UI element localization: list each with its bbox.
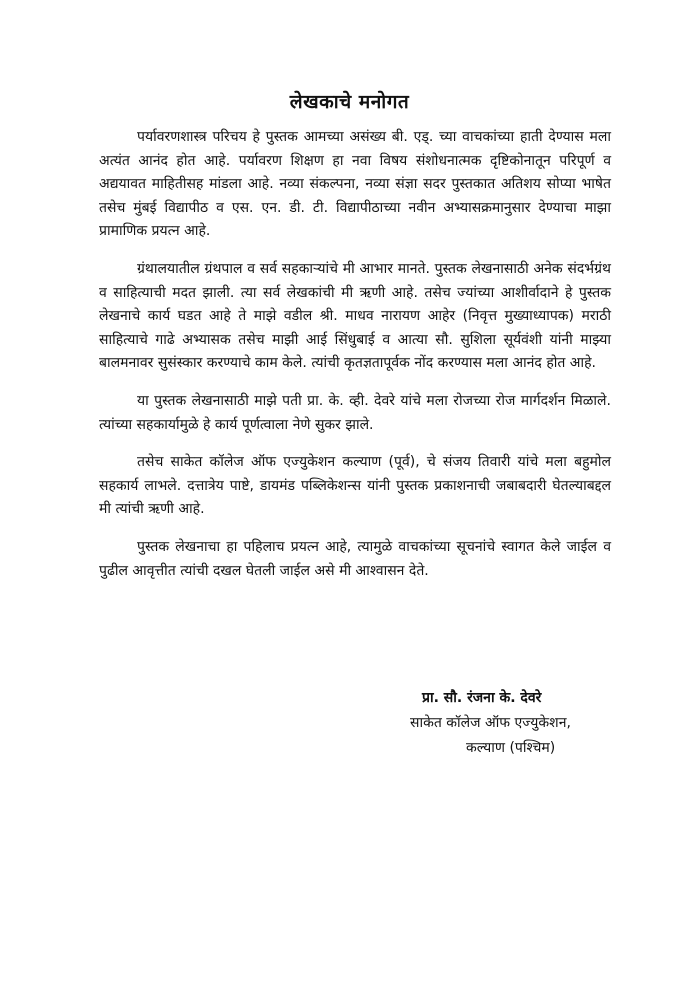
paragraph-3: या पुस्तक लेखनासाठी माझे पती प्रा. के. व्ही. देवरे यांचे मला रोजच्या रोज मार्गदर्शन मिळाले. त्यांच्या सहकार्यामुळे हे कार्य पूर्णत्वाला नेणे सुकर झाले.	[99, 392, 611, 433]
author-name: प्रा. सौ. रंजना के. देवरे	[422, 690, 542, 706]
preface-body	[99, 126, 611, 597]
paragraph-4: तसेच साकेत कॉलेज ऑफ एज्युकेशन कल्याण (पूर्व), चे संजय तिवारी यांचे मला बहुमोल सहकार्य लाभले. दत्तात्रेय पाष्टे, डायमंड पब्लिकेशन्स यांनी पुस्तक प्रकाशनाची जबाबदारी घेतल्याबद्दल मी त्यांची ऋणी आहे.	[99, 454, 611, 518]
paragraph-2: ग्रंथालयातील ग्रंथपाल व सर्व सहकाऱ्यांचे मी आभार मानते. पुस्तक लेखनासाठी अनेक संदर्भग्रंथ व साहित्याची मदत झाली. त्या सर्व लेखकांची मी ऋणी आहे. तसेच ज्यांच्या आशीर्वादाने हे पुस्तक लेखनाचे कार्य घडत आहे ते माझे वडील श्री. माधव नारायण आहेर (निवृत्त मुख्याध्यापक) मराठी साहित्याचे गाढे अभ्यासक तसेच माझी आई सिंधुबाई व आत्या सौ. सुशिला सूर्यवंशी यांनी माझ्या बालमनावर सुसंस्कार करण्याचे काम केले. त्यांची कृतज्ञतापूर्वक नोंद करण्यास मला आनंद होत आहे.	[99, 260, 611, 372]
author-place: कल्याण (पश्चिम)	[466, 740, 556, 756]
author-organization: साकेत कॉलेज ऑफ एज्युकेशन,	[410, 715, 571, 731]
signature-block	[380, 686, 620, 761]
page-title: लेखकाचे मनोगत	[289, 91, 410, 113]
paragraph-1: पर्यावरणशास्त्र परिचय हे पुस्तक आमच्या असंख्य बी. एड्‌. च्या वाचकांच्या हाती देण्यास मला अत्यंत आनंद होत आहे. पर्यावरण शिक्षण हा नवा विषय संशोधनात्मक दृष्टिकोनातून परिपूर्ण व अद्ययावत माहितीसह मांडला आहे. नव्या संकल्पना, नव्या संज्ञा सदर पुस्तकात अतिशय सोप्या भाषेत तसेच मुंबई विद्यापीठ व एस. एन. डी. टी. विद्यापीठाच्या नवीन अभ्यासक्रमानुसार देण्याचा माझा प्रामाणिक प्रयत्न आहे.	[99, 129, 611, 240]
paragraph-5: पुस्तक लेखनाचा हा पहिलाच प्रयत्न आहे, त्यामुळे वाचकांच्या सूचनांचे स्वागत केले जाईल व पुढील आवृत्तीत त्यांची दखल घेतली जाईल असे मी आश्वासन देते.	[99, 538, 611, 579]
